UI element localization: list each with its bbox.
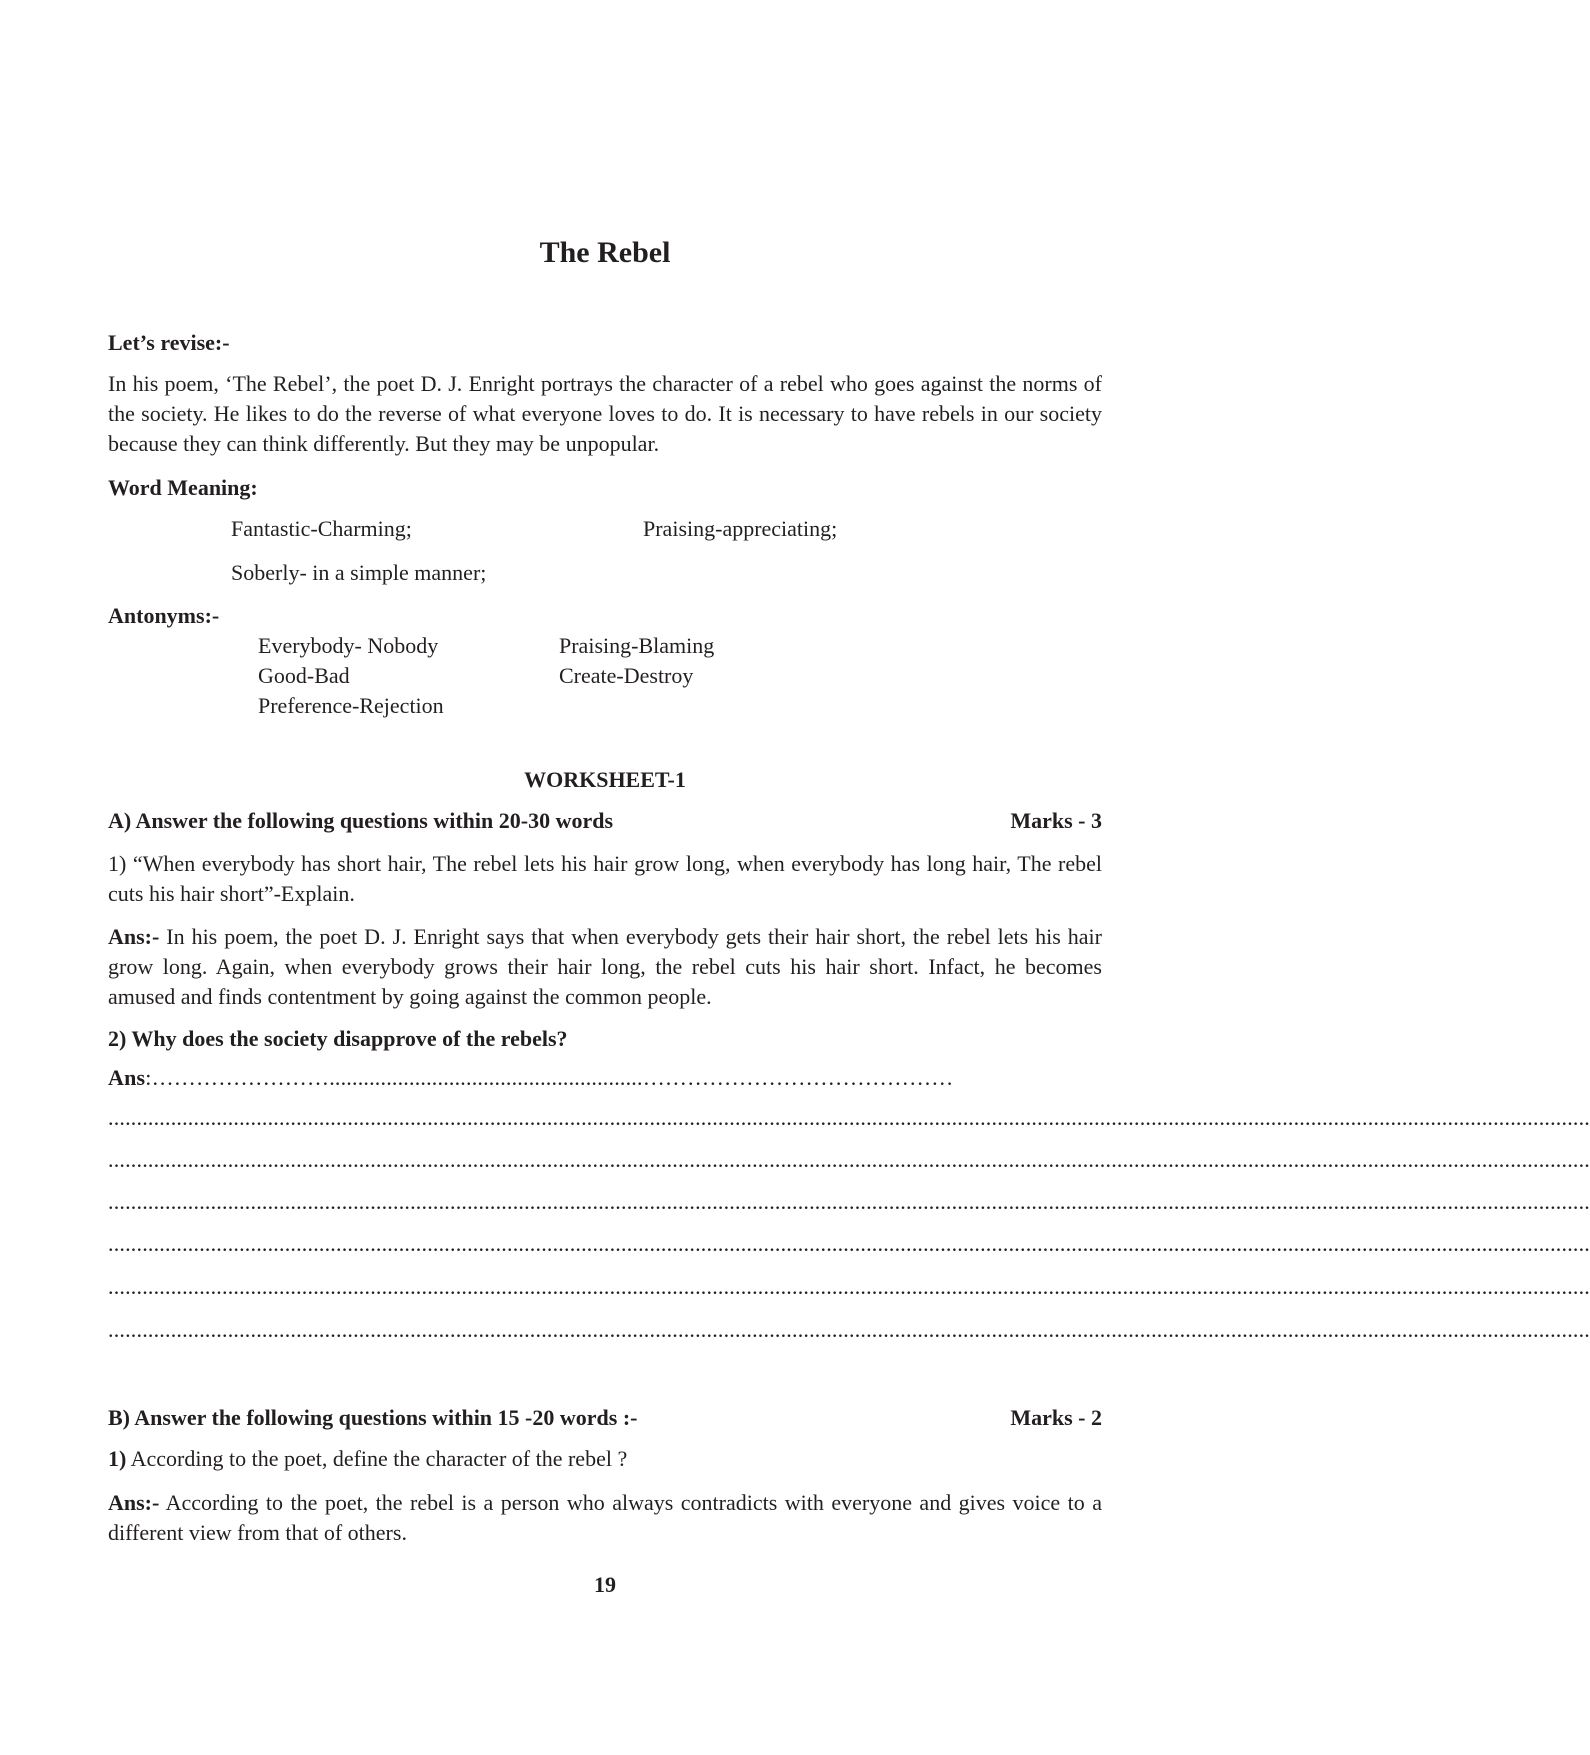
antonym-item: Everybody- Nobody: [258, 633, 439, 658]
section-a-heading: A) Answer the following questions within 20-30 words: [108, 808, 614, 833]
antonym-item: Create-Destroy: [559, 663, 694, 688]
word-meaning-item: Soberly- in a simple manner;: [231, 560, 487, 585]
answer-label: Ans:-: [108, 1490, 160, 1515]
answer-text: In his poem, the poet D. J. Enright says that when everybody gets their hair short, the rebel lets his hair grow long. Again, when everybody grows their hair long, the rebel cuts his hair short. Infact, he becomes amused and finds contentment by going against the common people.: [108, 924, 1102, 1009]
question-number: 1): [108, 1446, 127, 1471]
revise-heading: Let’s revise:-: [108, 330, 230, 355]
page-title: The Rebel: [539, 236, 671, 269]
section-a-marks: Marks - 3: [1010, 808, 1102, 833]
question-text: 1) “When everybody has short hair, The rebel lets his hair grow long, when everybody has long hair, The rebel cuts his hair short”-Explain.: [108, 851, 1102, 906]
revise-text: In his poem, ‘The Rebel’, the poet D. J. Enright portrays the character of a rebel who goes against the norms of the society. He likes to do the reverse of what everyone loves to do. It is necessary to have rebels in our society because they can think differently. But they may be unpopular.: [108, 371, 1102, 456]
antonym-item: Praising-Blaming: [559, 633, 715, 658]
answer-line: ....................................................................................................................................................................................................................................................................: [108, 1231, 1590, 1256]
word-meaning-item: Praising-appreciating;: [643, 516, 838, 541]
question-text: According to the poet, define the character of the rebel ?: [126, 1446, 628, 1471]
antonyms-heading: Antonyms:-: [108, 603, 220, 628]
answer-line: ....................................................................................................................................................................................................................................................................: [108, 1147, 1590, 1172]
page-number: 19: [594, 1572, 616, 1597]
section-b-marks: Marks - 2: [1010, 1405, 1102, 1430]
section-a-answer-1: [108, 922, 1102, 1012]
revise-paragraph: [108, 369, 1102, 459]
section-a-question-2: 2) Why does the society disapprove of the rebels?: [108, 1026, 568, 1051]
word-meaning-heading: Word Meaning:: [108, 475, 258, 500]
answer-label: Ans:-: [108, 924, 160, 949]
worksheet-title: WORKSHEET-1: [524, 767, 686, 792]
answer-line: ....................................................................................................................................................................................................................................................................: [108, 1105, 1590, 1130]
answer-label: Ans: [108, 1065, 146, 1090]
antonym-item: Good-Bad: [258, 663, 350, 688]
section-b-heading: B) Answer the following questions within 15 -20 words :-: [108, 1405, 638, 1430]
section-b-question-1: [108, 1446, 627, 1472]
answer-line: [108, 1066, 1102, 1090]
section-a-question-1: [108, 849, 1102, 909]
answer-line: ....................................................................................................................................................................................................................................................................: [108, 1189, 1590, 1214]
answer-text: According to the poet, the rebel is a person who always contradicts with everyone and gives voice to a different view from that of others.: [108, 1490, 1102, 1545]
answer-line: ....................................................................................................................................................................................................................................................................: [108, 1274, 1590, 1299]
section-b-answer-1: [108, 1488, 1102, 1548]
answer-line: ....................................................................................................................................................................................................................................................................: [108, 1317, 1590, 1342]
antonym-item: Preference-Rejection: [258, 693, 444, 718]
answer-dots: :…………………….......................................................……………………………………: [145, 1065, 954, 1090]
word-meaning-item: Fantastic-Charming;: [231, 516, 412, 541]
